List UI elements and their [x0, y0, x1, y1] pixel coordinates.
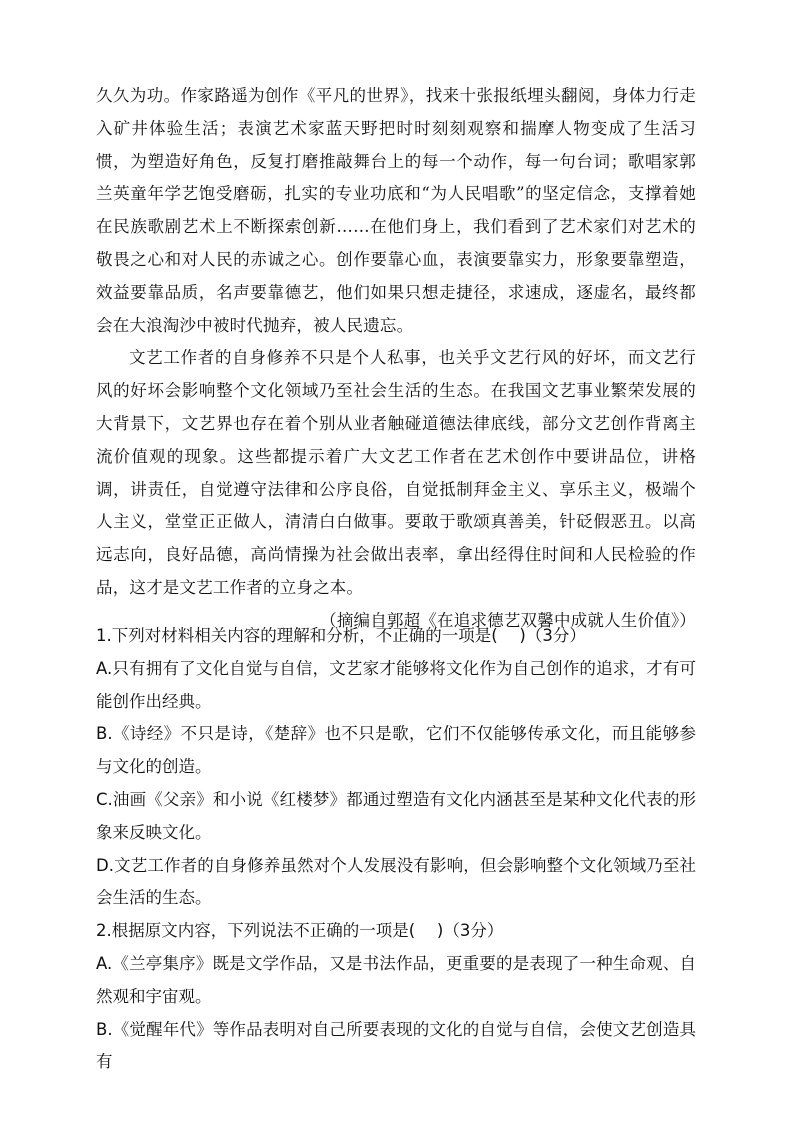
question-2-stem: 2.根据原文内容，下列说法不正确的一项是( )（3分）: [96, 921, 504, 941]
question-2-option-a: A.《兰亭集序》既是文学作品，又是书法作品，更重要的是表现了一种生命观、自然观和宇宙观。: [96, 953, 696, 1006]
passage: [96, 80, 696, 638]
passage-source: （摘编自郭超《在追求德艺双馨中成就人生价值》）: [320, 610, 696, 630]
questions: [96, 620, 696, 1079]
question-1-stem: 1.下列对材料相关内容的理解和分析，不正确的一项是( )（3分）: [96, 626, 586, 645]
question-1-option-d: D.文艺工作者的自身修养虽然对个人发展没有影响，但会影响整个文化领域乃至社会生活的生态。: [96, 855, 696, 908]
passage-paragraph-2: 文艺工作者的自身修养不只是个人私事，也关乎文艺行风的好坏，而文艺行风的好坏会影响整个文化领域乃至社会生活的生态。在我国文艺事业繁荣发展的大背景下，文艺界也存在着个别从业者触碰道德法律底线，部分文艺创作背离主流价值观的现象。这些都提示着广大文艺工作者在艺术创作中要讲品位，讲格调，讲责任，自觉遵守法律和公序良俗，自觉抵制拜金主义、享乐主义，极端个人主义，堂堂正正做人，清清白白做事。要敢于歌颂真善美，针砭假恶丑。以高远志向，良好品德，高尚情操为社会做出表率，拿出经得住时间和人民检验的作品，这才是文艺工作者的立身之本。: [96, 348, 696, 597]
question-1-option-c: C.油画《父亲》和小说《红楼梦》都通过塑造有文化内涵甚至是某种文化代表的形象来反映文化。: [96, 789, 696, 842]
question-2-option-b: B.《觉醒年代》等作品表明对自己所要表现的文化的自觉与自信，会使文艺创造具有: [96, 1019, 696, 1072]
passage-paragraph-1: 久久为功。作家路遥为创作《平凡的世界》，找来十张报纸埋头翻阅，身体力行走入矿井体验生活；表演艺术家蓝天野把时时刻刻观察和揣摩人物变成了生活习惯，为塑造好角色，反复打磨推敲舞台上的每一个动作，每一句台词；歌唱家郭兰英童年学艺饱受磨砺，扎实的专业功底和“为人民唱歌”的坚定信念，支撑着她在民族歌剧艺术上不断探索创新……在他们身上，我们看到了艺术家们对艺术的敬畏之心和对人民的赤诚之心。创作要靠心血，表演要靠实力，形象要靠塑造，效益要靠品质，名声要靠德艺，他们如果只想走捷径，求速成，逐虚名，最终都会在大浪淘沙中被时代抛弃，被人民遗忘。: [96, 86, 696, 335]
question-1-option-b: B.《诗经》不只是诗，《楚辞》也不只是歌，它们不仅能够传承文化，而且能够参与文化的创造。: [96, 724, 696, 777]
question-1-option-a: A.只有拥有了文化自觉与自信，文艺家才能够将文化作为自己创作的追求，才有可能创作出经典。: [96, 658, 696, 711]
